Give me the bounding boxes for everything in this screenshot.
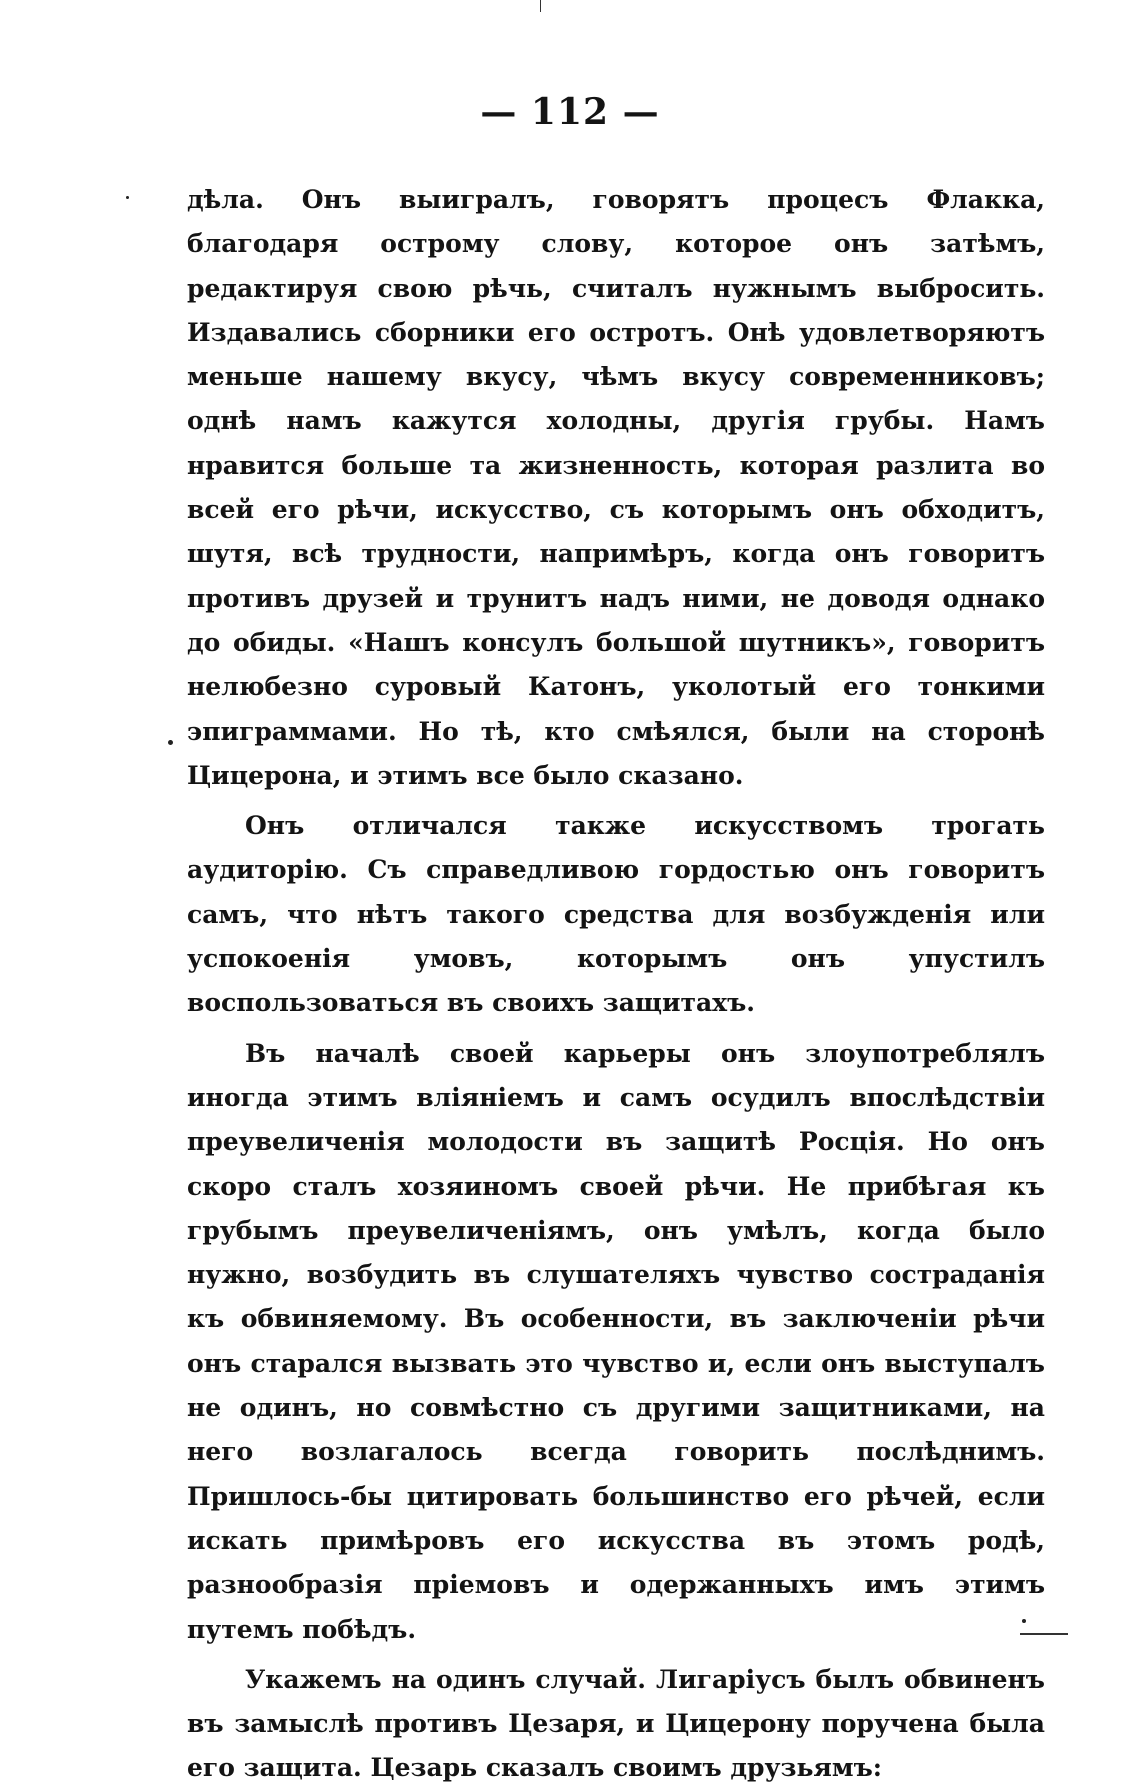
body-text <box>187 178 1045 1791</box>
paragraph-4: Укажемъ на одинъ случай. Лигаріусъ былъ обвиненъ въ замыслѣ противъ Цезаря, и Цицерону поручена была его защита. Цезарь сказалъ своимъ друзьямъ: <box>187 1664 1045 1783</box>
scan-mark <box>540 0 541 12</box>
page-number: — 112 — <box>480 91 660 133</box>
scan-speck <box>1022 1619 1026 1623</box>
scan-speck <box>168 740 173 745</box>
paragraph-1: дѣла. Онъ выигралъ, говорятъ процесъ Флакка, благодаря острому слову, которое онъ затѣмъ, редактируя свою рѣчь, считалъ нужнымъ выбросить. Издавались сборники его остротъ. Онѣ удовлетворяютъ меньше нашему вкусу, чѣмъ вкусу современниковъ; однѣ намъ кажутся холодны, другія грубы. Намъ нравится больше та жизненность, которая разлита во всей его рѣчи, искусство, съ которымъ онъ обходитъ, шутя, всѣ трудности, напримѣръ, когда онъ говоритъ противъ друзей и трунитъ надъ ними, не доводя однако до обиды. «Нашъ консулъ большой шутникъ», говоритъ нелюбезно суровый Катонъ, уколотый его тонкими эпиграммами. Но тѣ, кто смѣялся, были на сторонѣ Цицерона, и этимъ все было сказано. <box>187 185 1045 790</box>
paragraph-3: Въ началѣ своей карьеры онъ злоупотреблялъ иногда этимъ вліяніемъ и самъ осудилъ впослѣдствіи преувеличенія молодости въ защитѣ Росція. Но онъ скоро сталъ хозяиномъ своей рѣчи. Не прибѣгая къ грубымъ преувеличеніямъ, онъ умѣлъ, когда было нужно, возбудить въ слушателяхъ чувство состраданія къ обвиняемому. Въ особенности, въ заключеніи рѣчи онъ старался вызвать это чувство и, если онъ выступалъ не одинъ, но совмѣстно съ другими защитниками, на него возлагалось всегда говорить послѣднимъ. Пришлось-бы цитировать большинство его рѣчей, если искать примѣровъ его искусства въ этомъ родѣ, разнообразія пріемовъ и одержанныхъ имъ этимъ путемъ побѣдъ. <box>187 1038 1045 1644</box>
paragraph-2: Онъ отличался также искусствомъ трогать аудиторію. Съ справедливою гордостью онъ говоритъ самъ, что нѣтъ такого средства для возбужденія или успокоенія умовъ, которымъ онъ упустилъ воспользоваться въ своихъ защитахъ. <box>187 811 1045 1018</box>
scan-mark <box>1020 1633 1068 1635</box>
scan-speck <box>126 196 129 199</box>
